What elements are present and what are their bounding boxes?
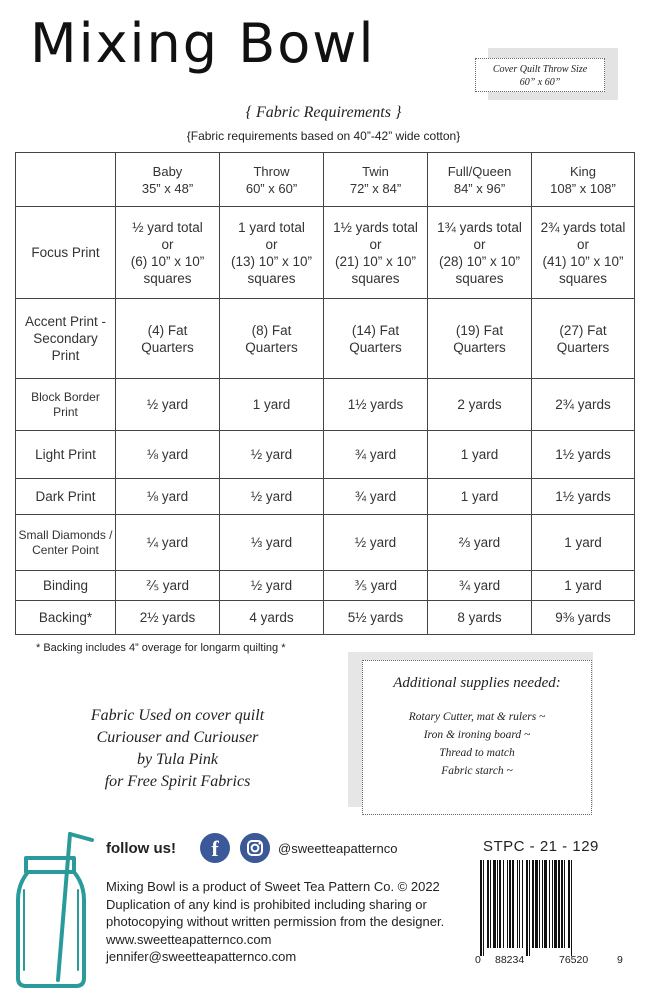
section-subtitle: { Fabric Requirements } <box>245 104 402 121</box>
table-cell: (4) Fat Quarters <box>116 299 220 379</box>
header-king: King 108” x 108” <box>532 153 635 207</box>
table-row <box>16 479 635 515</box>
fabric-used-note: Fabric Used on cover quilt Curiouser and Curiouser by Tula Pink for Free Spirit Fabrics <box>90 707 265 790</box>
mason-jar-logo-icon <box>8 830 100 990</box>
table-cell: 2½ yards <box>116 601 220 635</box>
table-cell: ½ yard <box>220 571 324 601</box>
header-corner <box>16 153 116 207</box>
barcode-check-digit: 9 <box>617 954 623 966</box>
barcode-icon <box>476 860 621 960</box>
social-handle: @sweetteapatternco <box>278 841 398 856</box>
cover-size-label: Cover Quilt Throw Size <box>492 64 588 75</box>
table-cell: 1 yard <box>428 479 532 515</box>
table-cell: ⅔ yard <box>428 515 532 571</box>
page-title: Mixing Bowl <box>30 12 376 75</box>
row-label-small-diamonds: Small Diamonds / Center Point <box>16 515 116 571</box>
table-cell: (19) Fat Quarters <box>428 299 532 379</box>
table-cell: 1½ yards <box>532 431 635 479</box>
instagram-icon[interactable] <box>240 833 270 863</box>
table-cell: ¾ yard <box>324 431 428 479</box>
table-row <box>16 431 635 479</box>
table-cell: 1¾ yards total or (28) 10” x 10” squares <box>428 207 532 299</box>
table-row <box>16 571 635 601</box>
supplies-box <box>362 660 592 815</box>
table-cell: 9⅜ yards <box>532 601 635 635</box>
supplies-heading: Additional supplies needed: <box>393 675 561 691</box>
table-row <box>16 207 635 299</box>
row-label-binding: Binding <box>16 571 116 601</box>
table-cell: 2 yards <box>428 379 532 431</box>
table-cell: 8 yards <box>428 601 532 635</box>
header-baby: Baby 35” x 48” <box>116 153 220 207</box>
table-cell: 1 yard total or (13) 10” x 10” squares <box>220 207 324 299</box>
table-header-row <box>16 153 635 207</box>
table-cell: ⅛ yard <box>116 479 220 515</box>
website-link[interactable]: www.sweetteapatternco.com <box>106 931 272 947</box>
table-row <box>16 515 635 571</box>
table-cell: 4 yards <box>220 601 324 635</box>
table-cell: 1 yard <box>532 571 635 601</box>
table-cell: (8) Fat Quarters <box>220 299 324 379</box>
table-cell: ½ yard <box>116 379 220 431</box>
barcode-lead-digit: 0 <box>475 954 481 966</box>
table-cell: 1½ yards total or (21) 10” x 10” squares <box>324 207 428 299</box>
header-full-queen: Full/Queen 84” x 96” <box>428 153 532 207</box>
cover-size-value: 60” x 60” <box>519 77 561 88</box>
table-cell: 1½ yards <box>532 479 635 515</box>
list-item: Rotary Cutter, mat & rulers ~ <box>408 711 546 723</box>
table-cell: ⅓ yard <box>220 515 324 571</box>
table-row <box>16 601 635 635</box>
permission-line: photocopying without written permission from the designer. <box>106 914 445 929</box>
fabric-basis-note: {Fabric requirements based on 40”-42” wide cotton} <box>186 129 461 143</box>
table-cell: ¾ yard <box>324 479 428 515</box>
table-cell: ½ yard total or (6) 10” x 10” squares <box>116 207 220 299</box>
table-cell: ½ yard <box>220 431 324 479</box>
table-cell: (14) Fat Quarters <box>324 299 428 379</box>
list-item: Fabric starch ~ <box>441 765 513 777</box>
table-cell: 1 yard <box>220 379 324 431</box>
table-row <box>16 379 635 431</box>
table-cell: ¾ yard <box>428 571 532 601</box>
email-link[interactable]: jennifer@sweetteapatternco.com <box>106 949 297 964</box>
table-cell: ⅖ yard <box>116 571 220 601</box>
cover-size-badge <box>475 58 605 92</box>
table-cell: ⅗ yard <box>324 571 428 601</box>
copyright-line: Mixing Bowl is a product of Sweet Tea Pattern Co. © 2022 <box>106 879 440 894</box>
duplication-line: Duplication of any kind is prohibited including sharing or <box>106 896 427 912</box>
table-cell: 5½ yards <box>324 601 428 635</box>
row-label-block-border-print: Block Border Print <box>16 379 116 431</box>
header-twin: Twin 72” x 84” <box>324 153 428 207</box>
table-cell: ½ yard <box>220 479 324 515</box>
table-cell: 2¾ yards <box>532 379 635 431</box>
row-label-focus-print: Focus Print <box>16 207 116 299</box>
table-cell: ½ yard <box>324 515 428 571</box>
table-cell: 2¾ yards total or (41) 10” x 10” squares <box>532 207 635 299</box>
header-throw: Throw 60” x 60” <box>220 153 324 207</box>
row-label-accent-print: Accent Print - Secondary Print <box>16 299 116 379</box>
list-item: Thread to match <box>439 747 515 759</box>
barcode-left-digits: 88234 <box>495 954 525 966</box>
legal-notice <box>106 878 466 966</box>
table-cell: 1 yard <box>428 431 532 479</box>
row-label-light-print: Light Print <box>16 431 116 479</box>
table-cell: ¼ yard <box>116 515 220 571</box>
list-item: Iron & ironing board ~ <box>423 729 531 741</box>
barcode-right-digits: 76520 <box>559 954 589 966</box>
table-cell: ⅛ yard <box>116 431 220 479</box>
table-cell: 1½ yards <box>324 379 428 431</box>
sku-code: STPC - 21 - 129 <box>483 838 599 855</box>
row-label-dark-print: Dark Print <box>16 479 116 515</box>
row-label-backing: Backing* <box>16 601 116 635</box>
facebook-icon[interactable]: f <box>200 833 230 863</box>
fabric-requirements-table <box>15 152 635 635</box>
backing-footnote: * Backing includes 4” overage for longarm quilting * <box>36 642 286 654</box>
table-cell: 1 yard <box>532 515 635 571</box>
follow-us-label: follow us! <box>106 840 176 857</box>
table-cell: (27) Fat Quarters <box>532 299 635 379</box>
table-row <box>16 299 635 379</box>
